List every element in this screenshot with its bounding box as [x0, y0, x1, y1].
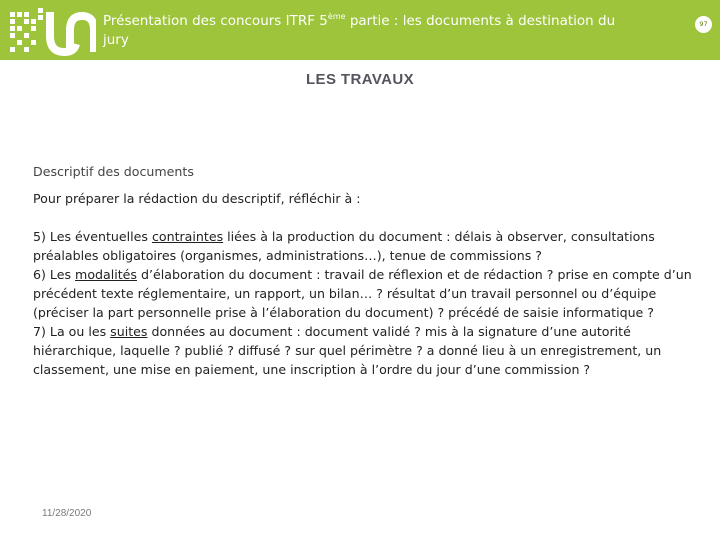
subheading: Descriptif des documents — [33, 164, 194, 179]
header-title-part2: partie : les documents à destination du jury — [103, 13, 616, 48]
item-keyword: contraintes — [151, 229, 224, 244]
section-title: LES TRAVAUX — [305, 71, 415, 88]
list-item — [33, 322, 693, 379]
content-body — [33, 162, 693, 379]
header-title-part1: Présentation des concours ITRF 5 — [103, 13, 328, 29]
header-title — [103, 12, 623, 50]
item-text-end: données au document : document validé ? mis à la signature d’une autorité hiérarchique, laquelle ? publié ? diffusé ? sur quel périmètre ? a donné lieu à un enregistrement, un classement, une mise en paiement, une inscription à l’ordre du jour d’une commission ? — [33, 324, 662, 377]
intro-text: Pour préparer la rédaction du descriptif, réfléchir à : — [33, 191, 361, 206]
header-title-superscript: ème — [327, 12, 346, 21]
university-logo-icon — [8, 4, 96, 58]
list-item — [33, 227, 693, 265]
item-text-start: 6) Les — [33, 267, 76, 282]
footer-date: 11/28/2020 — [42, 508, 92, 519]
item-keyword: modalités — [75, 267, 137, 282]
item-text-start: 5) Les éventuelles — [33, 229, 152, 244]
header-band — [0, 0, 720, 60]
item-keyword: suites — [110, 324, 148, 339]
item-text-end: d’élaboration du document : travail de réflexion et de rédaction ? prise en compte d’un précédent texte réglementaire, un rapport, un bilan… ? résultat d’un travail personnel ou d’équipe (préciser la part personnelle prise à l’élaboration du document) ? précédé de saisie informatique ? — [33, 267, 692, 320]
item-text-start: 7) La ou les — [33, 324, 111, 339]
item-text-end: liées à la production du document : délais à observer, consultations préalables obligatoires (organismes, administrations…), tenue de commissions ? — [33, 229, 655, 263]
list-item — [33, 265, 693, 322]
page-number: 97 — [695, 16, 712, 33]
